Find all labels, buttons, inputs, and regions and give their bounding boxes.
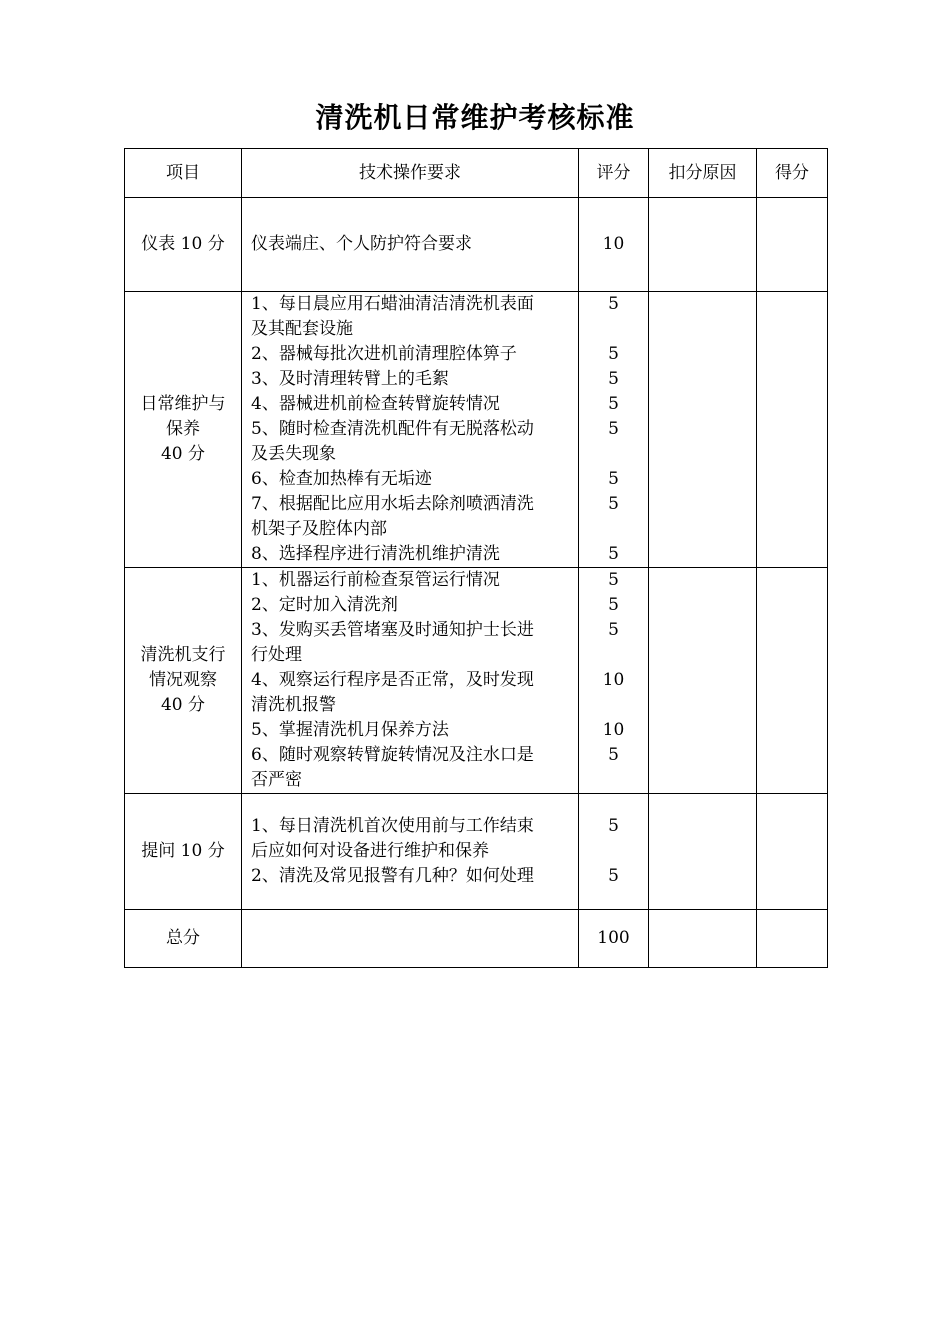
assessment-table	[124, 148, 828, 968]
deduction-reason-cell	[649, 910, 757, 968]
score-cell: 5 5 5 5 5 5 5 5	[579, 292, 649, 568]
header-earned: 得分	[757, 149, 828, 198]
header-deduction-reason: 扣分原因	[649, 149, 757, 198]
requirement-cell: 1、每日晨应用石蜡油清洁清洗机表面 及其配套设施 2、器械每批次进机前清理腔体箅子 3、及时清理转臂上的毛絮 4、器械进机前检查转臂旋转情况 5、随时检查清洗机配件有无脱落松动 及丢失现象 6、检查加热棒有无垢迹 7、根据配比应用水垢去除剂喷洒清洗 机架子及腔体内部 8、选择程序进行清洗机维护清洗	[242, 292, 579, 568]
earned-cell	[757, 198, 828, 292]
section-name: 提问 10 分	[125, 794, 242, 910]
table-header-row	[125, 149, 828, 198]
score-cell: 5 5	[579, 794, 649, 910]
score-cell: 5 5 5 10 10 5	[579, 568, 649, 794]
header-requirement: 技术操作要求	[242, 149, 579, 198]
deduction-reason-cell	[649, 568, 757, 794]
deduction-reason-cell	[649, 292, 757, 568]
earned-cell	[757, 292, 828, 568]
requirement-cell: 1、机器运行前检查泵管运行情况 2、定时加入清洗剂 3、发购买丢管堵塞及时通知护士长进 行处理 4、观察运行程序是否正常，及时发现 清洗机报警 5、掌握清洗机月保养方法 6、随时观察转臂旋转情况及注水口是 否严密	[242, 568, 579, 794]
table-row	[125, 910, 828, 968]
deduction-reason-cell	[649, 794, 757, 910]
score-cell: 100	[579, 910, 649, 968]
requirement-cell: 仪表端庄、个人防护符合要求	[242, 198, 579, 292]
section-name: 清洗机支行 情况观察 40 分	[125, 568, 242, 794]
table-row	[125, 292, 828, 568]
section-name: 日常维护与 保养 40 分	[125, 292, 242, 568]
table-row	[125, 568, 828, 794]
section-name: 仪表 10 分	[125, 198, 242, 292]
table-row	[125, 794, 828, 910]
section-name: 总分	[125, 910, 242, 968]
earned-cell	[757, 568, 828, 794]
score-cell: 10	[579, 198, 649, 292]
earned-cell	[757, 794, 828, 910]
page-title: 清洗机日常维护考核标准	[315, 101, 635, 134]
requirement-cell: 1、每日清洗机首次使用前与工作结束 后应如何对设备进行维护和保养 2、清洗及常见报警有几种？如何处理	[242, 794, 579, 910]
header-score: 评分	[579, 149, 649, 198]
header-item: 项目	[125, 149, 242, 198]
earned-cell	[757, 910, 828, 968]
table-row	[125, 198, 828, 292]
requirement-cell	[242, 910, 579, 968]
deduction-reason-cell	[649, 198, 757, 292]
